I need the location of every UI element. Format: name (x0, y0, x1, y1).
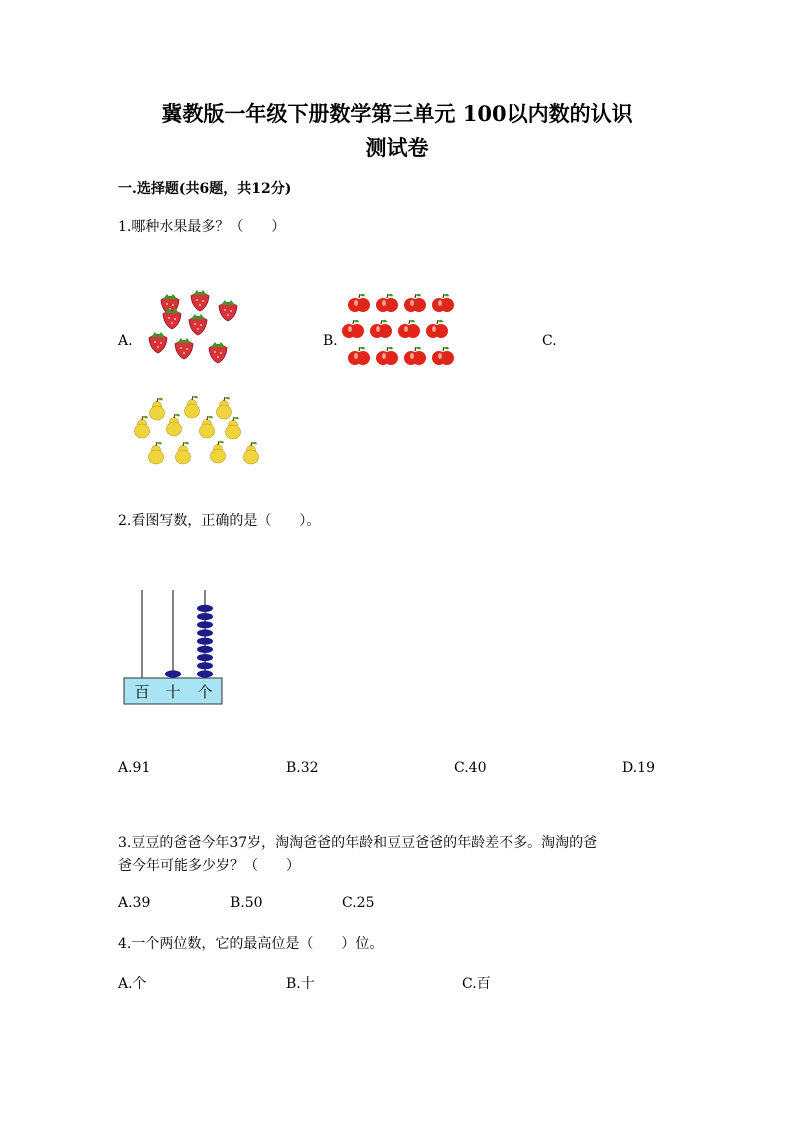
abacus-bead (197, 629, 213, 636)
abacus-bead (197, 605, 213, 612)
q1-option-b: B. (323, 333, 338, 349)
question-3-line2: 爸今年可能多少岁？（ ） (118, 858, 300, 874)
tens-beads (165, 670, 181, 677)
q1-option-c: C. (542, 333, 557, 349)
ones-beads (197, 605, 213, 678)
page-title: 冀教版一年级下册数学第三单元 100以内数的认识 (161, 101, 633, 126)
question-4: 4.一个两位数，它的最高位是（ ）位。 (118, 936, 384, 952)
q1-option-a: A. (118, 333, 133, 349)
abacus-bead (165, 670, 181, 677)
abacus-bead (197, 613, 213, 620)
abacus-image (118, 588, 228, 708)
abacus-label-ones: 个 (197, 683, 213, 701)
abacus-label-hundreds: 百 (134, 683, 150, 701)
question-1: 1.哪种水果最多？（ ） (118, 219, 286, 235)
abacus-label-tens: 十 (165, 683, 181, 701)
abacus-bead (197, 654, 213, 661)
strawberry-image (140, 288, 240, 368)
abacus-bead (197, 638, 213, 645)
q2-option-a: A.91 (118, 760, 151, 776)
apple-image (343, 290, 458, 370)
q4-option-c: C.百 (462, 976, 491, 992)
q2-option-c: C.40 (454, 760, 487, 776)
abacus-bead (197, 646, 213, 653)
q3-option-b: B.50 (230, 895, 263, 911)
q2-option-b: B.32 (286, 760, 319, 776)
q4-option-b: B.十 (286, 976, 315, 992)
page-subtitle: 测试卷 (365, 135, 429, 160)
abacus-bead (197, 662, 213, 669)
q2-option-d: D.19 (622, 760, 655, 776)
section-heading: 一.选择题(共6题，共12分) (118, 181, 292, 197)
q4-option-a: A.个 (118, 976, 147, 992)
q3-option-a: A.39 (118, 895, 151, 911)
pear-image (130, 395, 265, 470)
q3-option-c: C.25 (342, 895, 375, 911)
abacus-bead (197, 670, 213, 677)
question-2: 2.看图写数，正确的是（ ）。 (118, 513, 321, 529)
abacus-bead (197, 621, 213, 628)
question-3-line1: 3.豆豆的爸爸今年37岁，淘淘爸爸的年龄和豆豆爸爸的年龄差不多。淘淘的爸 (118, 835, 598, 851)
